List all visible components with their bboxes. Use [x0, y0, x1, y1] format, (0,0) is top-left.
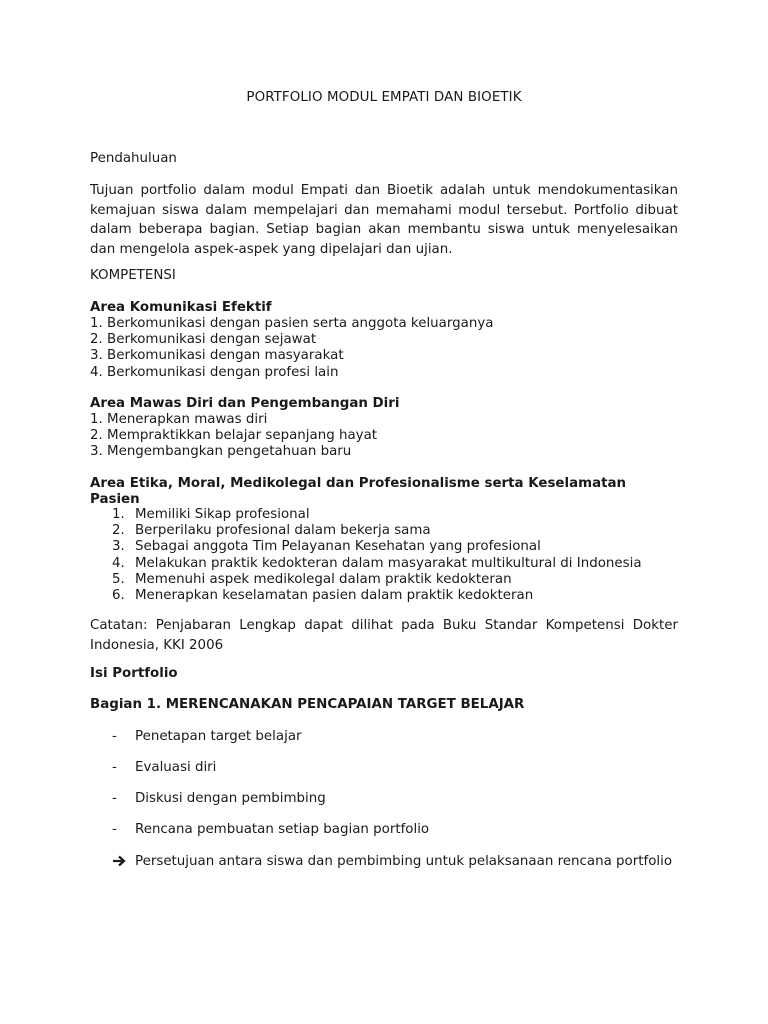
area3-list — [90, 507, 678, 604]
dash-bullet: - — [112, 729, 117, 744]
dash-bullet: - — [112, 822, 117, 837]
area2-list — [90, 412, 678, 461]
bagian1-heading: Bagian 1. MERENCANAKAN PENCAPAIAN TARGET BELAJAR — [90, 697, 525, 712]
document-page: PORTFOLIO MODUL EMPATI DAN BIOETIK Pendahuluan Tujuan portfolio dalam modul Empati dan Bioetik adalah untuk mendokumentasikan kemajuan siswa dalam mempelajari dan memahami modul tersebut. Portfolio dibuat dalam beberapa bagian. Setiap bagian akan membantu siswa untuk menyelesaikan dan mengelola aspek-aspek yang dipelajari dan ujian. KOMPETENSI Area Komunikasi Efektif 1. Berkomunikasi dengan pasien serta anggota keluarganya 2. Berkomunikasi dengan sejawat 3. Berkomunikasi dengan masyarakat 4. Berkomunikasi dengan profesi lain Area Mawas Diri dan Pengembangan Diri 1. Menerapkan mawas diri 2. Mempraktikkan belajar sepanjang hayat 3. Mengembangkan pengetahuan baru Area Etika, Moral, Medikolegal dan Profesionalisme serta Keselamatan Pasien 1. Memiliki Sikap profesional 2. Berperilaku profesional dalam bekerja sama 3. Sebagai anggota Tim Pelayanan Kesehatan yang profesional 4. Melakukan praktik kedokteran dalam masyarakat multikultural di Indonesia 5. Memenuhi aspek medikolegal dalam praktik kedokteran 6. Menerapkan keselamatan pasien dalam praktik kedokteran Catatan: Penjabaran Lengkap dapat dilihat pada Buku Standar Kompetensi Dokter Indonesia, KKI 2006 Isi Portfolio Bagian 1. MERENCANAKAN PENCAPAIAN TARGET BELAJAR - Penetapan target belajar - Evaluasi diri - Diskusi dengan pembimbing - Rencana pembuatan setiap bagian portfolio Persetujuan antara siswa dan pembimbing untuk pelaksanaan rencana portfolio — [0, 0, 768, 1024]
area2-heading: Area Mawas Diri dan Pengembangan Diri — [90, 396, 400, 411]
list-item: 5. Memenuhi aspek medikolegal dalam praktik kedokteran — [112, 571, 512, 587]
list-item: 3. Mengembangkan pengetahuan baru — [90, 444, 352, 460]
list-item: 1. Berkomunikasi dengan pasien serta anggota keluarganya — [90, 316, 494, 331]
note-paragraph: Catatan: Penjabaran Lengkap dapat dilihat pada Buku Standar Kompetensi Dokter Indonesia, KKI 2006 — [90, 618, 678, 653]
list-item: 1. Menerapkan mawas diri — [90, 412, 268, 427]
list-item: 6. Menerapkan keselamatan pasien dalam praktik kedokteran — [112, 587, 534, 603]
list-item: 1. Memiliki Sikap profesional — [112, 507, 310, 522]
list-item: 3. Berkomunikasi dengan masyarakat — [90, 348, 344, 364]
list-item: 3. Sebagai anggota Tim Pelayanan Kesehatan yang profesional — [112, 539, 541, 555]
area1-heading: Area Komunikasi Efektif — [90, 300, 272, 315]
document-title: PORTFOLIO MODUL EMPATI DAN BIOETIK — [246, 90, 522, 105]
area1-list — [90, 316, 678, 381]
isi-heading: Isi Portfolio — [90, 666, 178, 681]
intro-paragraph: Tujuan portfolio dalam modul Empati dan Bioetik adalah untuk mendokumentasikan kemajuan siswa dalam mempelajari dan memahami modul tersebut. Portfolio dibuat dalam beberapa bagian. Setiap bagian akan membantu siswa untuk menyelesaikan dan mengelola aspek-aspek yang dipelajari dan ujian. — [90, 183, 678, 257]
list-item: 2. Mempraktikkan belajar sepanjang hayat — [90, 428, 378, 444]
list-item: 2. Berkomunikasi dengan sejawat — [90, 332, 317, 348]
list-item: 2. Berperilaku profesional dalam bekerja sama — [112, 523, 431, 539]
intro-heading: Pendahuluan — [90, 151, 177, 166]
arrow-right-icon — [112, 852, 126, 873]
kompetensi-heading: KOMPETENSI — [90, 268, 176, 283]
area3-heading: Area Etika, Moral, Medikolegal dan Profesionalisme serta Keselamatan Pasien — [90, 476, 627, 507]
list-item: 4. Berkomunikasi dengan profesi lain — [90, 364, 339, 380]
dash-bullet: - — [112, 791, 117, 806]
list-item: 4. Melakukan praktik kedokteran dalam masyarakat multikultural di Indonesia — [112, 555, 642, 571]
dash-bullet: - — [112, 760, 117, 775]
